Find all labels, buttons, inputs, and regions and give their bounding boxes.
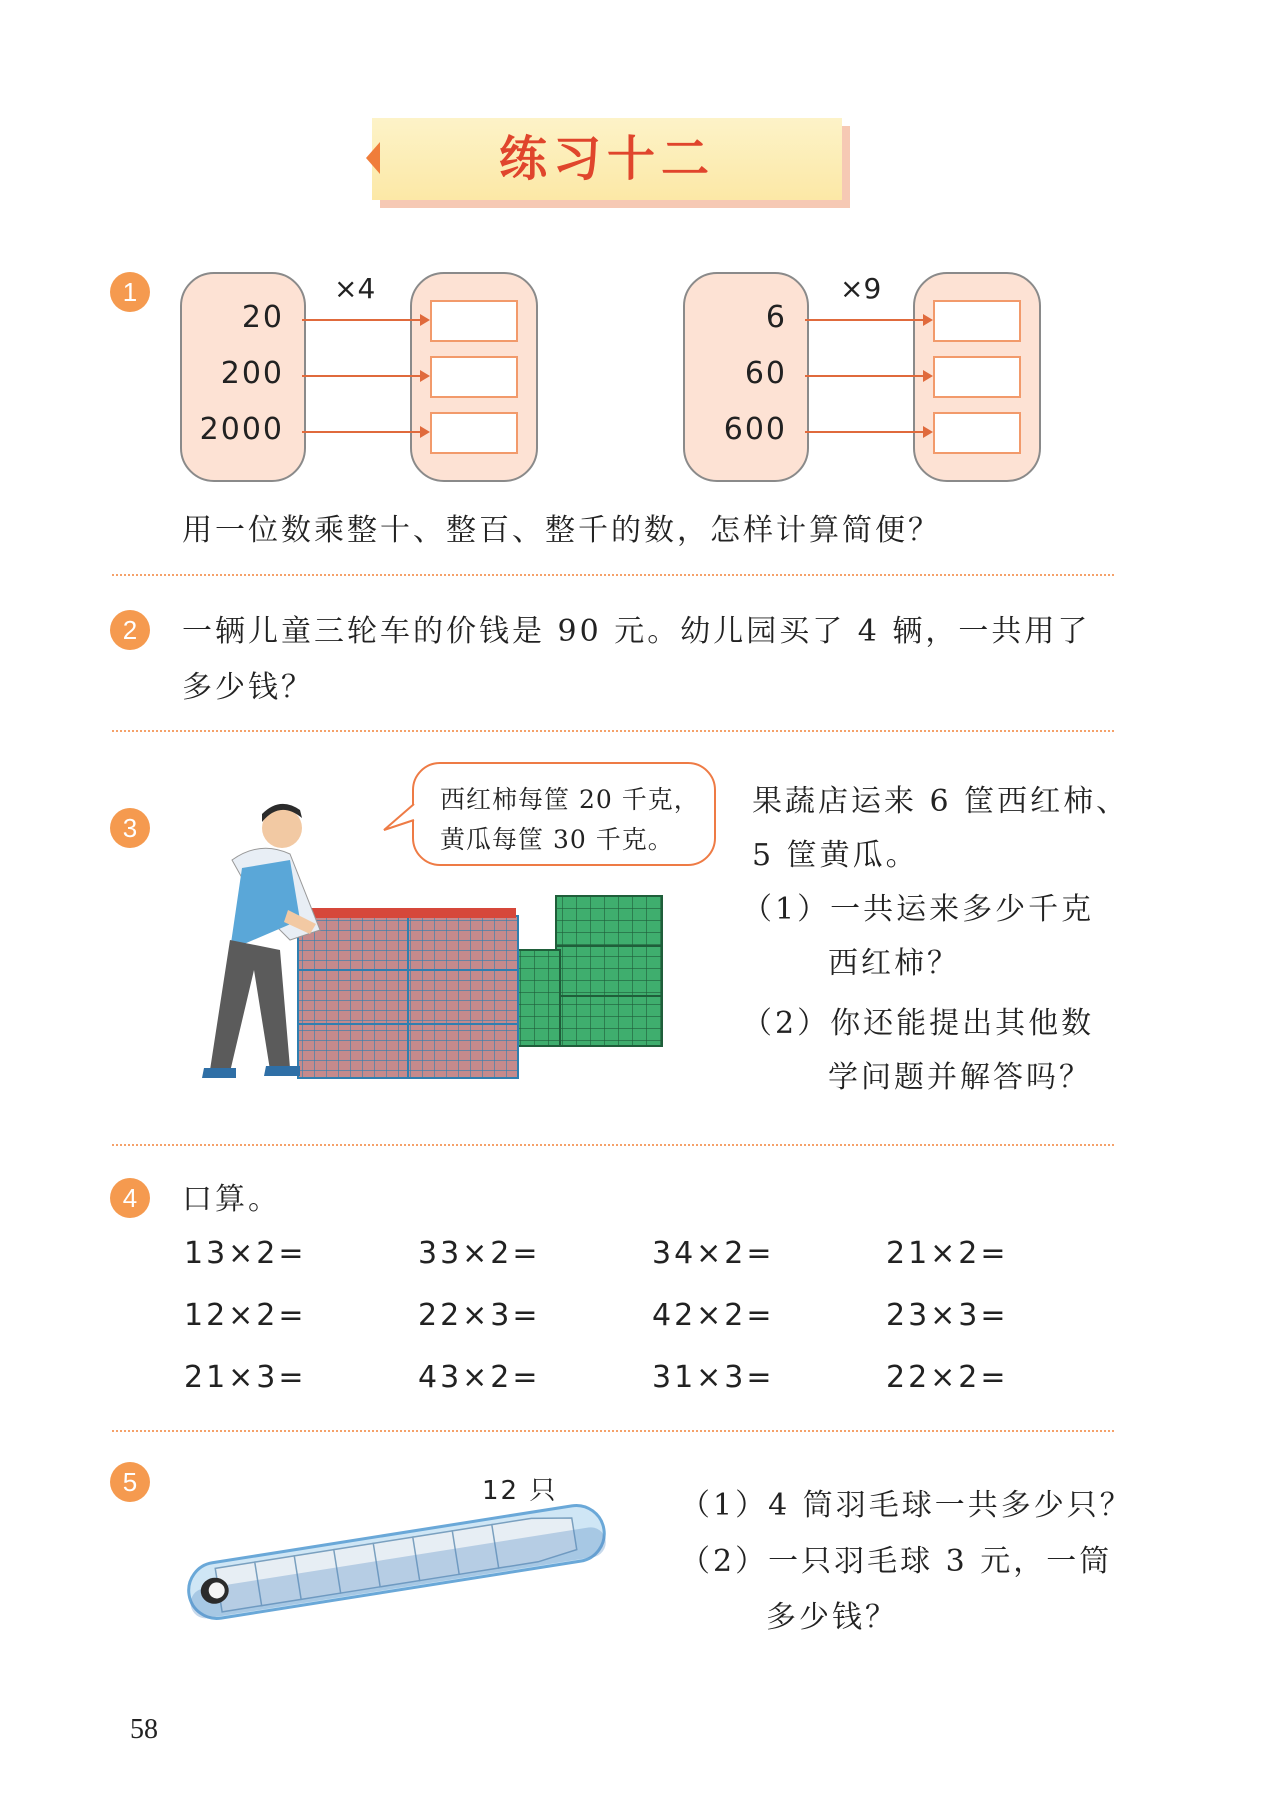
problem5-q2-line1: （2）一只羽毛球 3 元，一筒	[680, 1544, 1113, 1579]
input-left-2: 200	[220, 356, 284, 391]
input-right-3: 600	[723, 412, 787, 447]
input-left-3: 2000	[199, 412, 284, 447]
problem5-q2-line2: 多少钱？	[766, 1600, 898, 1635]
bubble-line2: 黄瓜每筐 30 千克。	[440, 825, 674, 854]
arrow-right-3	[805, 431, 931, 433]
problem-number-3: 3	[110, 808, 150, 848]
problem2-line1: 一辆儿童三轮车的价钱是 90 元。幼儿园买了 4 辆，一共用了	[182, 614, 1091, 649]
problem5-q1: （1）4 筒羽毛球一共多少只？	[680, 1488, 1133, 1523]
input-right-1: 6	[765, 300, 787, 335]
calc-item: 23×3=	[886, 1298, 1009, 1333]
answer-box-right-1[interactable]	[933, 300, 1021, 342]
input-left-1: 20	[241, 300, 284, 335]
problem3-q2-line1: （2）你还能提出其他数	[742, 1006, 1095, 1041]
shopkeeper-crates-illustration	[170, 800, 680, 1110]
tube-label: 12 只	[482, 1476, 558, 1506]
problem4-label: 口算。	[182, 1182, 281, 1217]
divider	[112, 574, 1114, 576]
calc-item: 13×2=	[184, 1236, 307, 1271]
calc-item: 12×2=	[184, 1298, 307, 1333]
shuttlecock-tube-illustration	[176, 1494, 616, 1624]
divider	[112, 730, 1114, 732]
answer-box-right-2[interactable]	[933, 356, 1021, 398]
calc-item: 21×2=	[886, 1236, 1009, 1271]
bubble-line1: 西红柿每筐 20 千克，	[440, 785, 700, 814]
calc-item: 33×2=	[418, 1236, 541, 1271]
arrow-right-1	[805, 319, 931, 321]
answer-box-right-3[interactable]	[933, 412, 1021, 454]
answer-box-left-1[interactable]	[430, 300, 518, 342]
answer-box-left-3[interactable]	[430, 412, 518, 454]
page-title: 练习十二	[498, 131, 715, 187]
calc-item: 42×2=	[652, 1298, 775, 1333]
problem2-line2: 多少钱？	[182, 670, 314, 705]
divider	[112, 1430, 1114, 1432]
operator-right: ×9	[840, 272, 882, 305]
calc-item: 34×2=	[652, 1236, 775, 1271]
problem-number-4: 4	[110, 1178, 150, 1218]
calc-item: 22×2=	[886, 1360, 1009, 1395]
arrow-right-2	[805, 375, 931, 377]
answer-box-left-2[interactable]	[430, 356, 518, 398]
calc-item: 21×3=	[184, 1360, 307, 1395]
divider	[112, 1144, 1114, 1146]
problem3-q1-line1: （1）一共运来多少千克	[742, 892, 1095, 927]
input-right-2: 60	[744, 356, 787, 391]
problem-number-2: 2	[110, 610, 150, 650]
problem3-q2-line2: 学问题并解答吗？	[828, 1060, 1092, 1095]
calc-item: 22×3=	[418, 1298, 541, 1333]
operator-left: ×4	[334, 272, 376, 305]
problem3-q1-line2: 西红柿？	[828, 946, 960, 981]
problem-number-5: 5	[110, 1462, 150, 1502]
problem3-text-line1: 果蔬店运来 6 筐西红柿、	[752, 784, 1130, 819]
arrow-left-1	[302, 319, 428, 321]
problem1-question: 用一位数乘整十、整百、整千的数，怎样计算简便？	[182, 513, 941, 548]
problem3-text-line2: 5 筐黄瓜。	[752, 838, 919, 873]
page-number: 58	[130, 1714, 158, 1745]
calc-item: 31×3=	[652, 1360, 775, 1395]
arrow-left-2	[302, 375, 428, 377]
arrow-left-3	[302, 431, 428, 433]
calc-item: 43×2=	[418, 1360, 541, 1395]
problem-number-1: 1	[110, 272, 150, 312]
